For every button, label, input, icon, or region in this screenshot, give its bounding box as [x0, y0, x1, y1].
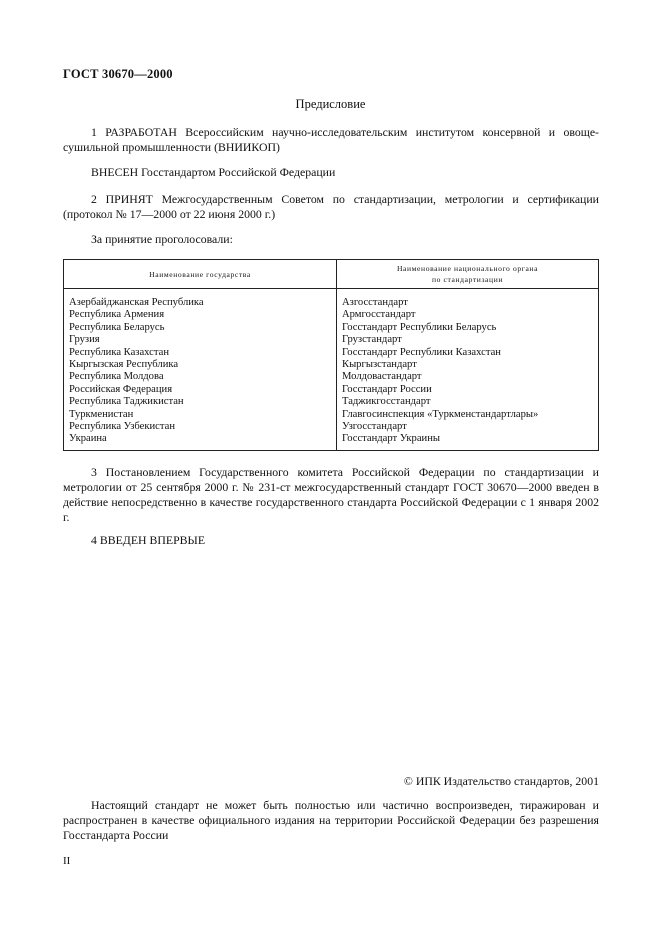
- table-row: [64, 309, 599, 321]
- standards-body-name: Кыргызстандарт: [337, 359, 599, 371]
- standards-body-name: Молдовастандарт: [337, 371, 599, 383]
- state-name: Республика Казахстан: [64, 347, 337, 359]
- table-row: [64, 289, 599, 310]
- table-row: [64, 359, 599, 371]
- resolution-paragraph: 3 Постановлением Государственного комитета Российской Федерации по стандартизации и метрологии от 25 сентября 2000 г. № 231-ст межгосударственный стандарт ГОСТ 30670—2000 введен в действие непосредственно в качестве государственного стандарта Российской Федерации с 1 января 2002 г.: [63, 465, 599, 524]
- page-number: II: [63, 855, 71, 867]
- state-name: Азербайджанская Республика: [64, 289, 337, 310]
- state-name: Кыргызская Республика: [64, 359, 337, 371]
- header-body-line1: Наименование национального органа: [396, 264, 539, 273]
- standards-body-name: Госстандарт Республики Беларусь: [337, 322, 599, 334]
- voted-intro: За принятие проголосовали:: [91, 232, 233, 246]
- copyright-notice: © ИПК Издательство стандартов, 2001: [403, 774, 599, 788]
- first-time-paragraph: 4 ВВЕДЕН ВПЕРВЫЕ: [91, 533, 206, 547]
- standards-body-name: Азгосстандарт: [337, 289, 599, 310]
- reproduction-notice: Настоящий стандарт не может быть полностью или частично воспроизведен, тиражирован и распространен в качестве официального издания на территории Российской Федерации без разрешения Госстандарта России: [63, 798, 599, 842]
- developed-paragraph: 1 РАЗРАБОТАН Всероссийским научно-исследовательским институтом консервной и овоще-сушильной промышленности (ВНИИКОП): [63, 125, 599, 154]
- state-name: Российская Федерация: [64, 384, 337, 396]
- adopted-paragraph: 2 ПРИНЯТ Межгосударственным Советом по стандартизации, метрологии и сертификации (протокол № 17—2000 от 22 июня 2000 г.): [63, 192, 599, 221]
- state-name: Республика Молдова: [64, 371, 337, 383]
- state-name: Украина: [64, 433, 337, 450]
- standards-body-name: Армгосстандарт: [337, 309, 599, 321]
- standards-body-name: Узгосстандарт: [337, 421, 599, 433]
- standards-body-name: Госстандарт Республики Казахстан: [337, 347, 599, 359]
- table-header-row: [64, 260, 599, 289]
- state-name: Республика Таджикистан: [64, 396, 337, 408]
- state-name: Туркменистан: [64, 409, 337, 421]
- state-name: Республика Узбекистан: [64, 421, 337, 433]
- state-name: Грузия: [64, 334, 337, 346]
- table-row: [64, 384, 599, 396]
- table-row: [64, 347, 599, 359]
- voting-states-table: [63, 259, 599, 451]
- standards-body-name: Грузстандарт: [337, 334, 599, 346]
- standards-body-name: Госстандарт России: [337, 384, 599, 396]
- table-row: [64, 334, 599, 346]
- table-row: [64, 371, 599, 383]
- standards-body-name: Главгосинспекция «Туркменстандартлары»: [337, 409, 599, 421]
- header-state: Наименование государства: [64, 260, 337, 289]
- introduced-paragraph: ВНЕСЕН Госстандартом Российской Федерации: [91, 165, 336, 179]
- standards-body-name: Госстандарт Украины: [337, 433, 599, 450]
- state-name: Республика Армения: [64, 309, 337, 321]
- table-row: [64, 409, 599, 421]
- header-standards-body: [337, 260, 599, 289]
- table-row: [64, 433, 599, 450]
- table-row: [64, 322, 599, 334]
- header-body-line2: по стандартизации: [431, 275, 504, 284]
- table-row: [64, 396, 599, 408]
- state-name: Республика Беларусь: [64, 322, 337, 334]
- standard-designation: ГОСТ 30670—2000: [63, 67, 173, 81]
- preface-heading: Предисловие: [295, 97, 366, 111]
- table-row: [64, 421, 599, 433]
- standards-body-name: Таджикгосстандарт: [337, 396, 599, 408]
